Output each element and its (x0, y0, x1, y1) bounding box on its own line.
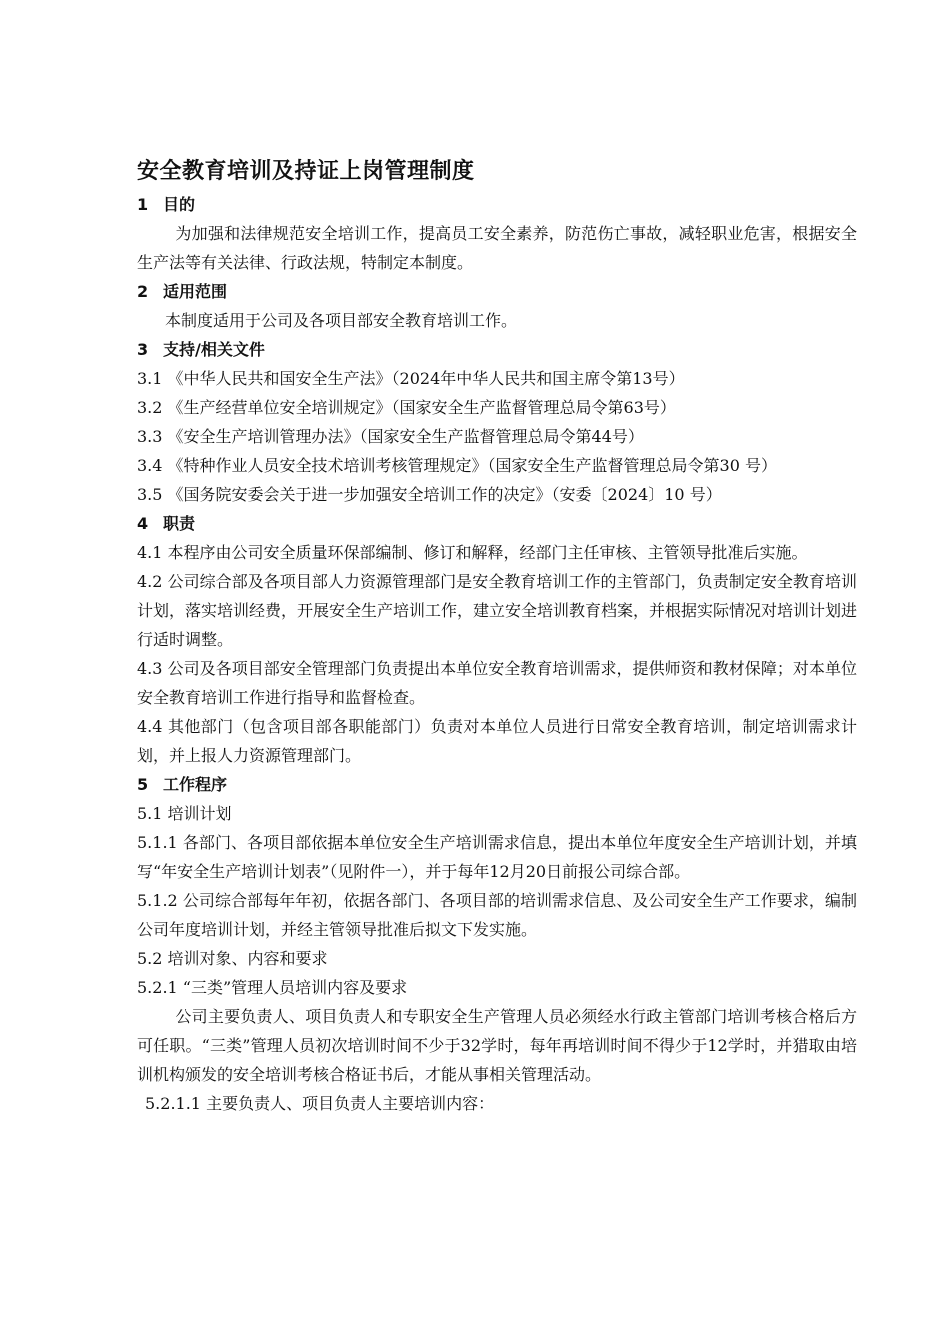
responsibility-item: 4.3 公司及各项目部安全管理部门负责提出本单位安全教育培训需求，提供师资和教材保障；对本单位安全教育培训工作进行指导和监督检查。 (137, 659, 857, 707)
reference-item: 3.5 《国务院安委会关于进一步加强安全培训工作的决定》（安委〔2024〕10 号） (137, 485, 722, 504)
clause-5-2-1-1: 5.2.1.1 主要负责人、项目负责人主要培训内容： (145, 1094, 495, 1113)
responsibility-item: 4.1 本程序由公司安全质量环保部编制、修订和解释，经部门主任审核、主管领导批准后实施。 (137, 543, 808, 562)
clause-5-2-1: 5.2.1 “三类”管理人员培训内容及要求 (137, 978, 408, 997)
section-heading-4: 4 职责 (137, 514, 196, 533)
responsibility-item: 4.4 其他部门（包含项目部各职能部门）负责对本单位人员进行日常安全教育培训，制定培训需求计划，并上报人力资源管理部门。 (137, 717, 857, 765)
clause-5-2-1-paragraph: 公司主要负责人、项目负责人和专职安全生产管理人员必须经水行政主管部门培训考核合格后方可任职。“三类”管理人员初次培训时间不少于32学时，每年再培训时间不得少于12学时，并猎取由培训机构颁发的安全培训考核合格证书后，才能从事相关管理活动。 (137, 1007, 857, 1084)
responsibility-item: 4.2 公司综合部及各项目部人力资源管理部门是安全教育培训工作的主管部门，负责制定安全教育培训计划，落实培训经费，开展安全生产培训工作，建立安全培训教育档案，并根据实际情况对培训计划进行适时调整。 (137, 572, 858, 649)
reference-item: 3.1 《中华人民共和国安全生产法》（2024年中华人民共和国主席令第13号） (137, 369, 685, 388)
section-heading-2: 2 适用范围 (137, 282, 228, 301)
document-title: 安全教育培训及持证上岗管理制度 (137, 159, 475, 184)
section-heading-3: 3 支持/相关文件 (137, 340, 265, 359)
purpose-paragraph: 为加强和法律规范安全培训工作，提高员工安全素养，防范伤亡事故，减轻职业危害，根据安全生产法等有关法律、行政法规，特制定本制度。 (137, 224, 857, 272)
subsection-5-1: 5.1 培训计划 (137, 804, 232, 823)
scope-paragraph: 本制度适用于公司及各项目部安全教育培训工作。 (165, 311, 518, 330)
document-body (137, 190, 857, 1118)
reference-item: 3.3 《安全生产培训管理办法》（国家安全生产监督管理总局令第44号） (137, 427, 644, 446)
reference-item: 3.2 《生产经营单位安全培训规定》（国家安全生产监督管理总局令第63号） (137, 398, 676, 417)
reference-item: 3.4 《特种作业人员安全技术培训考核管理规定》（国家安全生产监督管理总局令第30 号） (137, 456, 777, 475)
section-heading-1: 1 目的 (137, 195, 196, 214)
section-heading-5: 5 工作程序 (137, 775, 228, 794)
clause-5-1-1: 5.1.1 各部门、各项目部依据本单位安全生产培训需求信息，提出本单位年度安全生产培训计划，并填写“年安全生产培训计划表”（见附件一），并于每年12月20日前报公司综合部。 (137, 833, 857, 881)
clause-5-1-2: 5.1.2 公司综合部每年年初，依据各部门、各项目部的培训需求信息、及公司安全生产工作要求，编制公司年度培训计划，并经主管领导批准后拟文下发实施。 (137, 891, 857, 939)
subsection-5-2: 5.2 培训对象、内容和要求 (137, 949, 328, 968)
